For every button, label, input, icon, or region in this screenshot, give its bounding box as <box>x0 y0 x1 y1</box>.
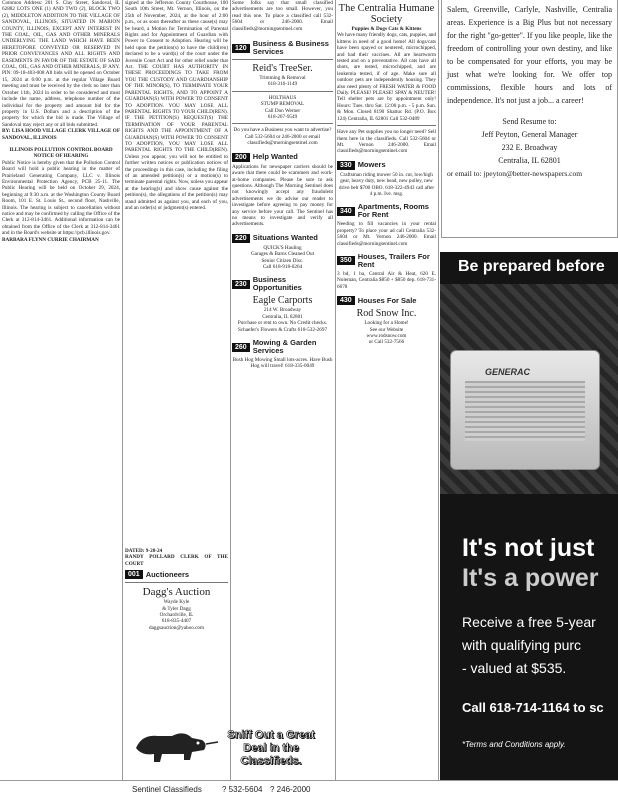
chairman-signature: BARBARA FLYNN CURRIE CHAIRMAN <box>2 236 99 243</box>
small-ads-intro: Some folks say that small classified advertisements are too small. However, you read this one. To place a classified call 532-5604 or 246-2000. Email classifieds@morningsentinel.com <box>232 0 333 32</box>
category-name: Apartments, Rooms For Rent <box>357 202 429 220</box>
advertise-business-text: Do you have a Business you want to advertise? Call 532-5604 or 246-2000 or email classifieds@morningsentinel.com <box>233 127 332 147</box>
category-name: Auctioneers <box>145 569 190 579</box>
category-number: 120 <box>232 44 250 53</box>
category-name: Situations Wanted <box>252 233 318 243</box>
job-ad-text: Salem, Greenville, Carlyle, Nashville, Centralia areas. Experience is a Big Plus but not necessary for the right "go-getter". If you like people, like the freedom of controlling your own destiny, and like to be compensated for your efforts, you may be just what we're looking for. We offer top commissions, flexible hours and lots of independence. It's not just a job... a career! <box>447 5 612 105</box>
contact-email: or email to: jpeyton@better-newspapers.com <box>447 169 583 178</box>
contact-address-2: Centralia, IL 62801 <box>498 156 561 165</box>
court-clerk: RANDY POLLARD CLERK OF THE COURT <box>125 554 228 567</box>
mower-ad-text: Craftsman riding mower 50 in. cut, low/high gear, heavy duty, new head, new pulley, new drive belt $700 OBO. 618-322-4943 call after 4 p.m. Ive. msg. <box>338 171 435 197</box>
holthaus-line: Call Don Werner <box>264 107 301 114</box>
category-name: Business Opportunities <box>252 275 302 293</box>
category-number: 200 <box>232 153 250 162</box>
generator-brand: GENERAC <box>485 367 531 377</box>
pollution-notice-text: Public Notice is hereby given that the Pollution Control Board will hold a public hearing in the matter of Prairieland Generating Company, LLC v. Illinois Environmental Protection Agency, PCB 25-11. The Public Hearing will be held on October 29, 2024, beginning at 9:30 a.m. at the Washington County Board Room, 101 E. St. Louis St., second floor, Nashville, Illinois. The hearing is subject to cancellation without notice and may be confirmed by calling the Office of the Clerk at 312-814-3461. Additional information can be obtained from the Office of the Clerk at 312-814-3461 and in the Board's website at https://pcb.illinois.gov. <box>2 159 120 237</box>
auction-line: Wayde Kyle <box>163 599 190 606</box>
category-houses-sale <box>337 296 436 305</box>
houses-rent-text: 3 bd, 1 ba, Central Air & Heat, 620 E. Noleman, Centralia $850 + $850 dep. 618-731-6678 <box>337 270 436 290</box>
banner-big-line-2: It's a power <box>462 564 599 592</box>
mowing-text: Bush Hog Mowing Small lots-acres. Have Bush Hog will travel! 618-335-0049 <box>232 357 333 370</box>
category-number: 230 <box>232 280 250 289</box>
quicks-line: Garages & Barns Cleaned Out <box>250 251 315 258</box>
category-name: Mowers <box>357 160 386 170</box>
category-help-wanted <box>232 153 333 162</box>
category-number: 330 <box>337 161 355 170</box>
quicks-line: QUICK'S Hauling <box>263 244 302 251</box>
category-name: Business & Business Services <box>252 39 329 57</box>
holthaus-line: STUMP REMOVAL <box>260 101 305 108</box>
banner-terms: *Terms and Conditions apply. <box>462 740 566 749</box>
sniff-out-promo <box>132 726 328 766</box>
column-legal-1 <box>2 0 120 780</box>
carports-line: Purchase or rent to own. No Credit checks. <box>237 320 328 327</box>
humane-society-text: We have many friendly dogs, cats, puppies, and kittens in need of a good home! All dogs/cats have been spayed or neutered, microchipped, and had their vaccines. All are heartworm tested and on a preventative. All cats have all shots, are tested, microchipped, and are leukemia tested, if of age. Make sure all outdoor pets are independently housing. They also need plenty of FRESH WATER & FOOD Daily. PLEASE! PLEASE! SPAY & NEUTER! Tell shelter pets are by appointment only! Hours: Tues. thru Sat. 12:00 p.m. - 5 p.m. Sun. & Mon. Closed 8190 Shattuc Rd. (P.O. Box 124) Centralia, IL 62801 Call 532-0489 <box>337 32 436 122</box>
dated-line: DATED: 9-28-24 <box>125 548 163 554</box>
auction-line: 618-835-4407 <box>161 618 192 625</box>
category-houses-rent <box>337 253 436 269</box>
category-apartments <box>337 203 436 219</box>
banner-phone: Call 618-714-1164 to sc <box>462 700 604 715</box>
category-name: Mowing & Garden Services <box>252 338 317 355</box>
category-name: Help Wanted <box>252 152 298 162</box>
banner-offer-2: with qualifying purc <box>462 637 582 653</box>
category-name: Houses For Sale <box>357 295 417 305</box>
rod-snow-name: Rod Snow Inc. <box>356 308 417 320</box>
reids-line: 618-316-1149 <box>267 81 298 88</box>
dog-icon <box>132 726 222 766</box>
reids-line: Trimming & Removal <box>259 75 306 82</box>
column-legal-2 <box>125 0 228 780</box>
humane-society-title: The Centralia Humane Society <box>338 3 435 25</box>
auction-line: & Tyler Dagg <box>162 605 191 612</box>
category-business-services <box>232 40 333 56</box>
quicks-line: Senior Citizen Disc. <box>261 257 304 264</box>
carports-line: Centralia, IL 62801 <box>262 313 303 320</box>
category-number: 001 <box>125 570 143 579</box>
column-pets-housing <box>337 0 436 780</box>
column-services <box>232 0 333 722</box>
category-number: 340 <box>337 207 355 216</box>
banner-big-line-1: It's not just <box>462 534 595 562</box>
carports-line: Schaefer's Flowers & Crafts 618-532-2697 <box>237 326 328 333</box>
category-name: Houses, Trailers For Rent <box>357 251 430 269</box>
apartments-text: Needing to fill vacancies in your rental property? To place your ad call Centralia 532-5604 or Mt. Vernon 246-2000. Email classifieds@morningsentinel.com <box>337 221 436 247</box>
banner-offer-3: - valued at $535. <box>462 660 567 676</box>
category-number: 260 <box>232 343 250 352</box>
job-ad-box <box>441 0 618 238</box>
page-footer <box>0 780 618 800</box>
auction-line: daggsauction@yahoo.com <box>148 624 205 631</box>
rod-snow-line: or Call 532-7566 <box>368 339 405 346</box>
court-notice-text: signed at the Jefferson County Courthouse, 100 South 10th Street, Mt. Vernon, Illinois, on the 25th of November, 2024, at the hour of 2:00 p.m., or as soon thereafter as these cause(s) may be heard, a Motion for Termination of Parental Rights and for Appointment of Guardian with Power to Consent to Adoption. Hearing will be held upon the petition(s) to have the child(ren) declared to be a ward(s) of the court under the Juvenile Court Act and for other relief under that Act. THE COURT HAS AUTHORITY IN THESE PROCEEDINGS TO TAKE FROM YOU THE CUSTODY AND GUARDIANSHIP OF THE MINOR(S), TO TERMINATE YOUR PARENTAL RIGHTS, AND TO APPOINT A GUARDIAN(S) WITH POWER TO CONSENT TO ADOPTION. YOU MAY LOSE ALL PARENTAL RIGHTS TO YOUR CHILD(REN). IF THE PETITION(S) REQUEST(S) THE TERMINATION OF YOUR PARENTAL RIGHTS AND THE APPOINTMENT OF A GUARDIAN(S) WITH POWER TO CONSENT TO ADOPTION, YOU MAY LOSE ALL PARENTAL RIGHTS TO THE CHILD(REN). Unless you appear, you will not be entitled to further written notices or publication notices of the proceedings in this case, including the filing of an amended petition(s) or a motion(s) to terminate parental rights. Now, unless you appear at the hearing(s) and show cause against the petition(s), the allegations of the petition(s) may stand admitted as against you, and each of you, and an order(s) or judgment(s) entered. <box>125 0 228 211</box>
banner-offer-1: Receive a free 5-year <box>462 614 596 630</box>
auction-line: Orchardville, IL <box>159 612 194 619</box>
sniff-out-text: Sniff Out a Great Deal in the Classifieds. <box>227 729 315 767</box>
reids-treeser-name: Reid's TreeSer. <box>252 63 313 75</box>
rod-snow-line: Looking for a Home! <box>364 320 409 327</box>
generator-image <box>450 350 600 470</box>
generator-banner-ad <box>440 252 618 780</box>
footer-phone-1: ? 532-5604 <box>222 785 263 794</box>
contact-address-1: 232 E. Broadway <box>501 143 558 152</box>
category-mowers <box>337 161 436 170</box>
category-number: 430 <box>337 296 355 305</box>
rod-snow-line: See our Website <box>369 326 404 333</box>
eagle-carports-name: Eagle Carports <box>252 295 313 307</box>
category-mowing <box>232 339 333 355</box>
contact-name: Jeff Peyton, General Manager <box>481 130 578 139</box>
footer-paper-name: Sentinel Classifieds <box>132 785 202 794</box>
help-wanted-text: Applications for newspaper carriers should be aware that there could be scammers and work-at-home companies. Please be sure to ask questions. Although The Morning Sentinel does not knowingly accept any fraudulent advertisements we do advise our reader to investigate before agreeing to pay money for any service before your call. The Sentinel has no means to investigate and verify all advertisements. <box>232 163 333 228</box>
pet-supplies-text: Have any Pet supplies you no longer need? Sell them here in the classifieds. Call 532-5604 or Mt. Vernon 246-2000. Email classifieds@morningsentinel.com <box>337 129 436 155</box>
category-number: 220 <box>232 234 250 243</box>
category-situations-wanted <box>232 234 333 243</box>
banner-headline: Be prepared before <box>458 258 605 275</box>
carports-line: 214 W. Broadway <box>263 307 302 314</box>
humane-society-subtitle: Puppies & Dogs Cats & Kittens <box>351 26 422 32</box>
pollution-notice-heading: ILLINOIS POLLUTION CONTROL BOARD NOTICE OF HEARING <box>9 146 113 160</box>
category-number: 350 <box>337 256 355 265</box>
footer-phone-2: ? 246-2000 <box>270 785 311 794</box>
clerk-signature: BY: LISA HOOD VILLAGE CLERK VILLAGE OF SANDOVAL, ILLINOIS <box>2 128 120 141</box>
holthaus-line: 618-267-9549 <box>267 114 298 121</box>
holthaus-line: HOLTHAUS <box>268 94 297 101</box>
sale-notice-text: Common Address: 201 S. Clay Street, Sandoval, IL 62882 LOTS ONE (1) AND TWO (2), BLOCK TWO (2), MIDDLETON ADDITION TO THE VILLAGE OF SANDOVAL, ILLINOIS, SITUATED IN MARION COUNTY, ILLINOIS, EXCEPT ANY INTEREST IN THE COAL, OIL, GAS AND OTHER MINERALS UNDERLYING THE LAND WHICH HAVE BEEN HERETOFORE CONVEYED OR RESERVED IN PRIOR CONVEYANCES AND ALL RIGHTS AND EASEMENTS IN FAVOR OF THE ESTATE OF SAID COAL, OIL, GAS AND OTHER MINERALS, IF ANY. PIN: 09-18-403-008 All bids will be opened on October 15, 2024 at 6:00 p.m. at the regular Village Board meeting and must be received by the clerk no later than October 11th, 2024 in order to be considered and must include the name, address, telephone number of the individual for the property and amount bid for the property in U.S. Dollars and a description of the property for which the bid is made. The Village of Sandoval may reject any or all bids submitted. <box>2 0 120 128</box>
auction-name: Dagg's Auction <box>142 586 211 599</box>
quicks-line: Call 618-918-0264 <box>262 263 303 270</box>
category-auctioneers <box>125 570 228 579</box>
rod-snow-line: www.rodsnow.com <box>366 333 407 339</box>
category-business-opportunities <box>232 276 333 292</box>
send-resume-label: Send Resume to: <box>502 117 557 126</box>
